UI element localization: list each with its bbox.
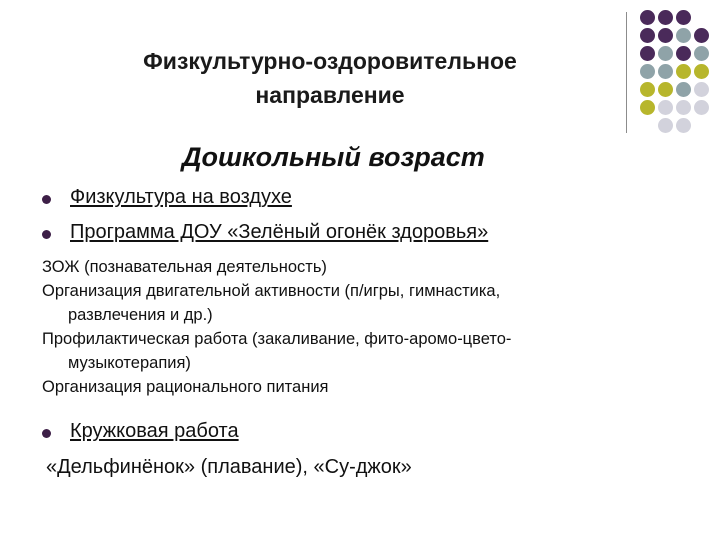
dot xyxy=(676,82,691,97)
title-line-2: направление xyxy=(255,82,405,108)
bullet-icon xyxy=(42,429,51,438)
dot xyxy=(658,82,673,97)
dot xyxy=(640,82,655,97)
bullet-text: Кружковая работа xyxy=(70,420,239,442)
dot xyxy=(640,46,655,61)
bullet-text: Программа ДОУ «Зелёный огонёк здоровья» xyxy=(70,221,489,243)
dot xyxy=(676,100,691,115)
plain-line: ЗОЖ (познавательная деятельность) xyxy=(42,258,327,276)
dot xyxy=(694,64,709,79)
plain-line: музыкотерапия) xyxy=(68,354,191,372)
vertical-divider xyxy=(626,12,627,133)
plain-list xyxy=(42,255,511,399)
dot xyxy=(640,100,655,115)
plain-line: развлечения и др.) xyxy=(68,306,213,324)
dot xyxy=(658,64,673,79)
plain-line: Организация рационального питания xyxy=(42,378,329,396)
dot xyxy=(676,118,691,133)
dot xyxy=(658,46,673,61)
dot xyxy=(676,46,691,61)
plain-line: Организация двигательной активности (п/игры, гимнастика, xyxy=(42,282,501,300)
slide-subtitle: Дошкольный возраст xyxy=(182,142,485,172)
dot xyxy=(640,10,655,25)
dot xyxy=(658,28,673,43)
dot xyxy=(676,10,691,25)
dot xyxy=(694,28,709,43)
dot xyxy=(640,28,655,43)
bullet-text: Физкультура на воздухе xyxy=(70,186,292,208)
slide-title xyxy=(60,44,600,112)
dot xyxy=(694,82,709,97)
dot xyxy=(694,46,709,61)
title-line-1: Физкультурно-оздоровительное xyxy=(143,48,517,74)
dot xyxy=(676,64,691,79)
dot xyxy=(658,100,673,115)
bullet-icon xyxy=(42,230,51,239)
plain-line: Профилактическая работа (закаливание, фито-аромо-цвето- xyxy=(42,330,512,348)
dot xyxy=(658,118,673,133)
bullet-icon xyxy=(42,195,51,204)
club-list-line: «Дельфинёнок» (плавание), «Су-джок» xyxy=(46,456,412,478)
dot xyxy=(694,100,709,115)
dot xyxy=(640,64,655,79)
dot xyxy=(658,10,673,25)
dot xyxy=(676,28,691,43)
